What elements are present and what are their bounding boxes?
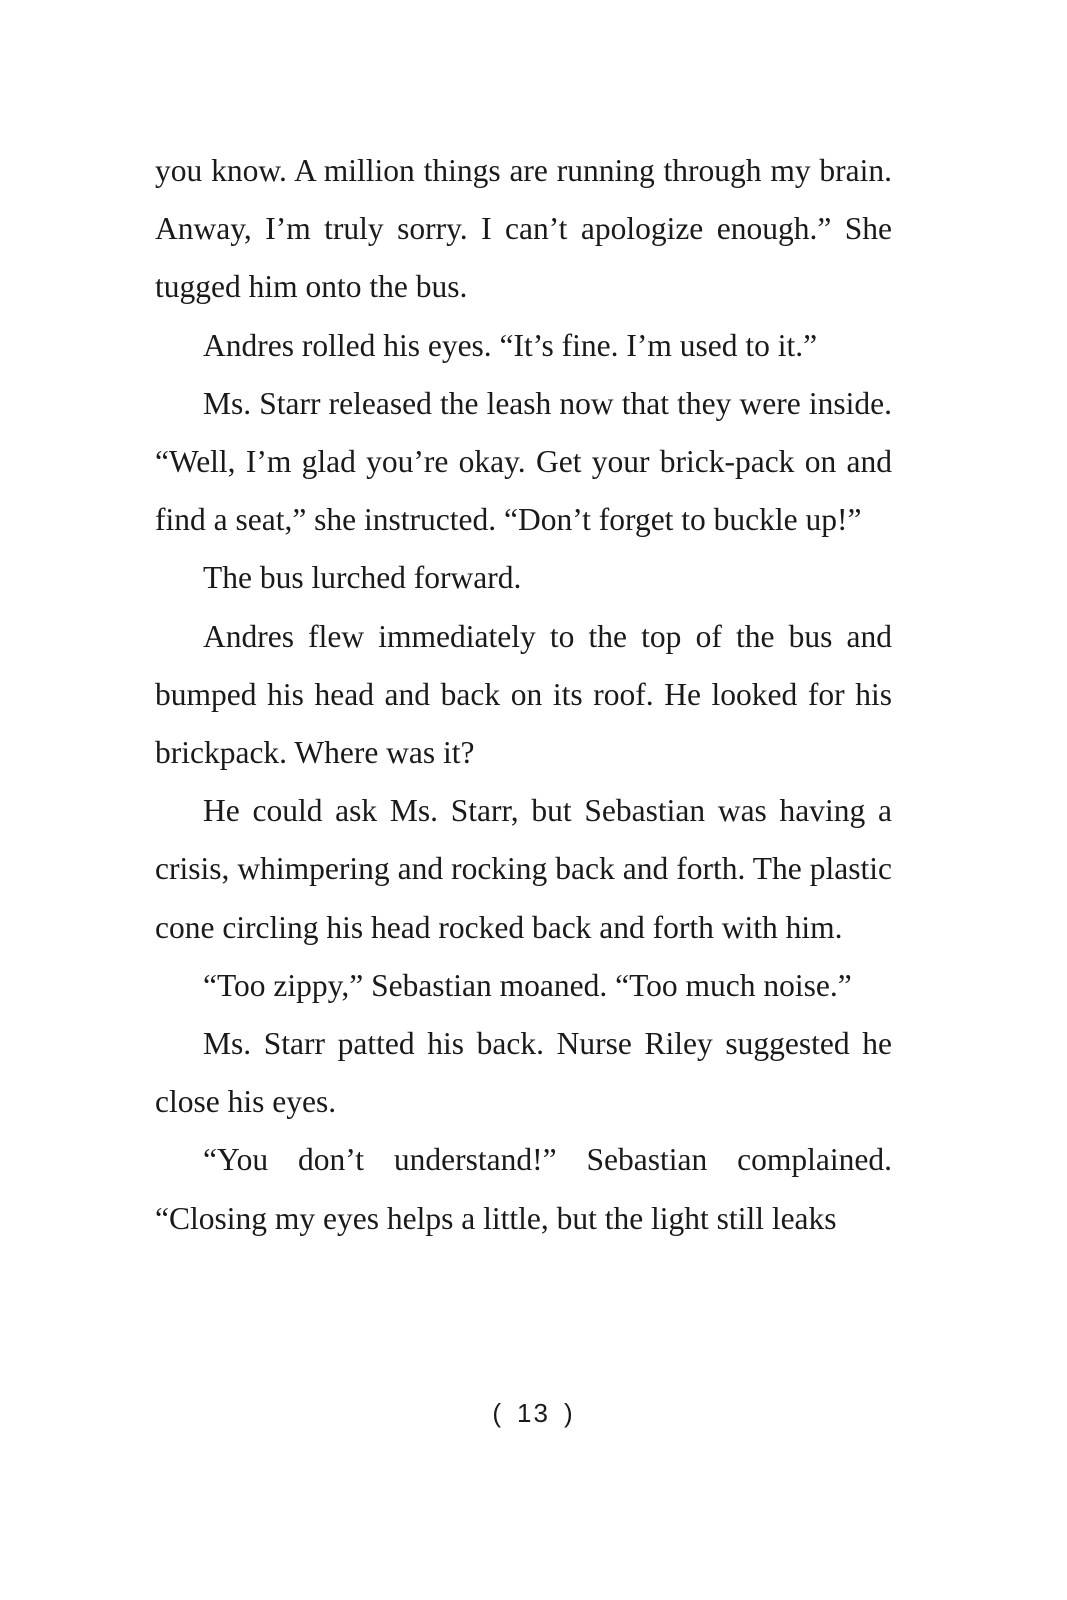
body-text bbox=[155, 142, 892, 1248]
paragraph: “Too zippy,” Sebastian moaned. “Too much noise.” bbox=[203, 967, 852, 1003]
paragraph: Andres rolled his eyes. “It’s fine. I’m used to it.” bbox=[203, 327, 818, 363]
paragraph: “You don’t understand!” Sebastian complained. “Closing my eyes helps a little, but the light still leaks bbox=[155, 1142, 892, 1236]
page-number bbox=[0, 1398, 1067, 1429]
paragraph: Ms. Starr released the leash now that they were inside. “Well, I’m glad you’re okay. Get your brick-pack on and find a seat,” she instructed. “Don’t forget to buckle up!” bbox=[155, 385, 892, 538]
paragraph: Ms. Starr patted his back. Nurse Riley suggested he close his eyes. bbox=[155, 1026, 892, 1120]
paragraph: Andres flew immediately to the top of the bus and bumped his head and back on its roof. He looked for his brickpack. Where was it? bbox=[155, 618, 892, 771]
paragraph: He could ask Ms. Starr, but Sebastian was having a crisis, whimpering and rocking back and forth. The plastic cone circling his head rocked back and forth with him. bbox=[155, 793, 892, 945]
page-number-close-paren: ) bbox=[563, 1398, 575, 1428]
page-number-value: 13 bbox=[517, 1398, 550, 1428]
paragraph: you know. A million things are running through my brain. Anway, I’m truly sorry. I can’t apologize enough.” She tugged him onto the bus. bbox=[155, 153, 892, 305]
page-number-open-paren: ( bbox=[492, 1398, 504, 1428]
paragraph: The bus lurched forward. bbox=[203, 560, 522, 596]
